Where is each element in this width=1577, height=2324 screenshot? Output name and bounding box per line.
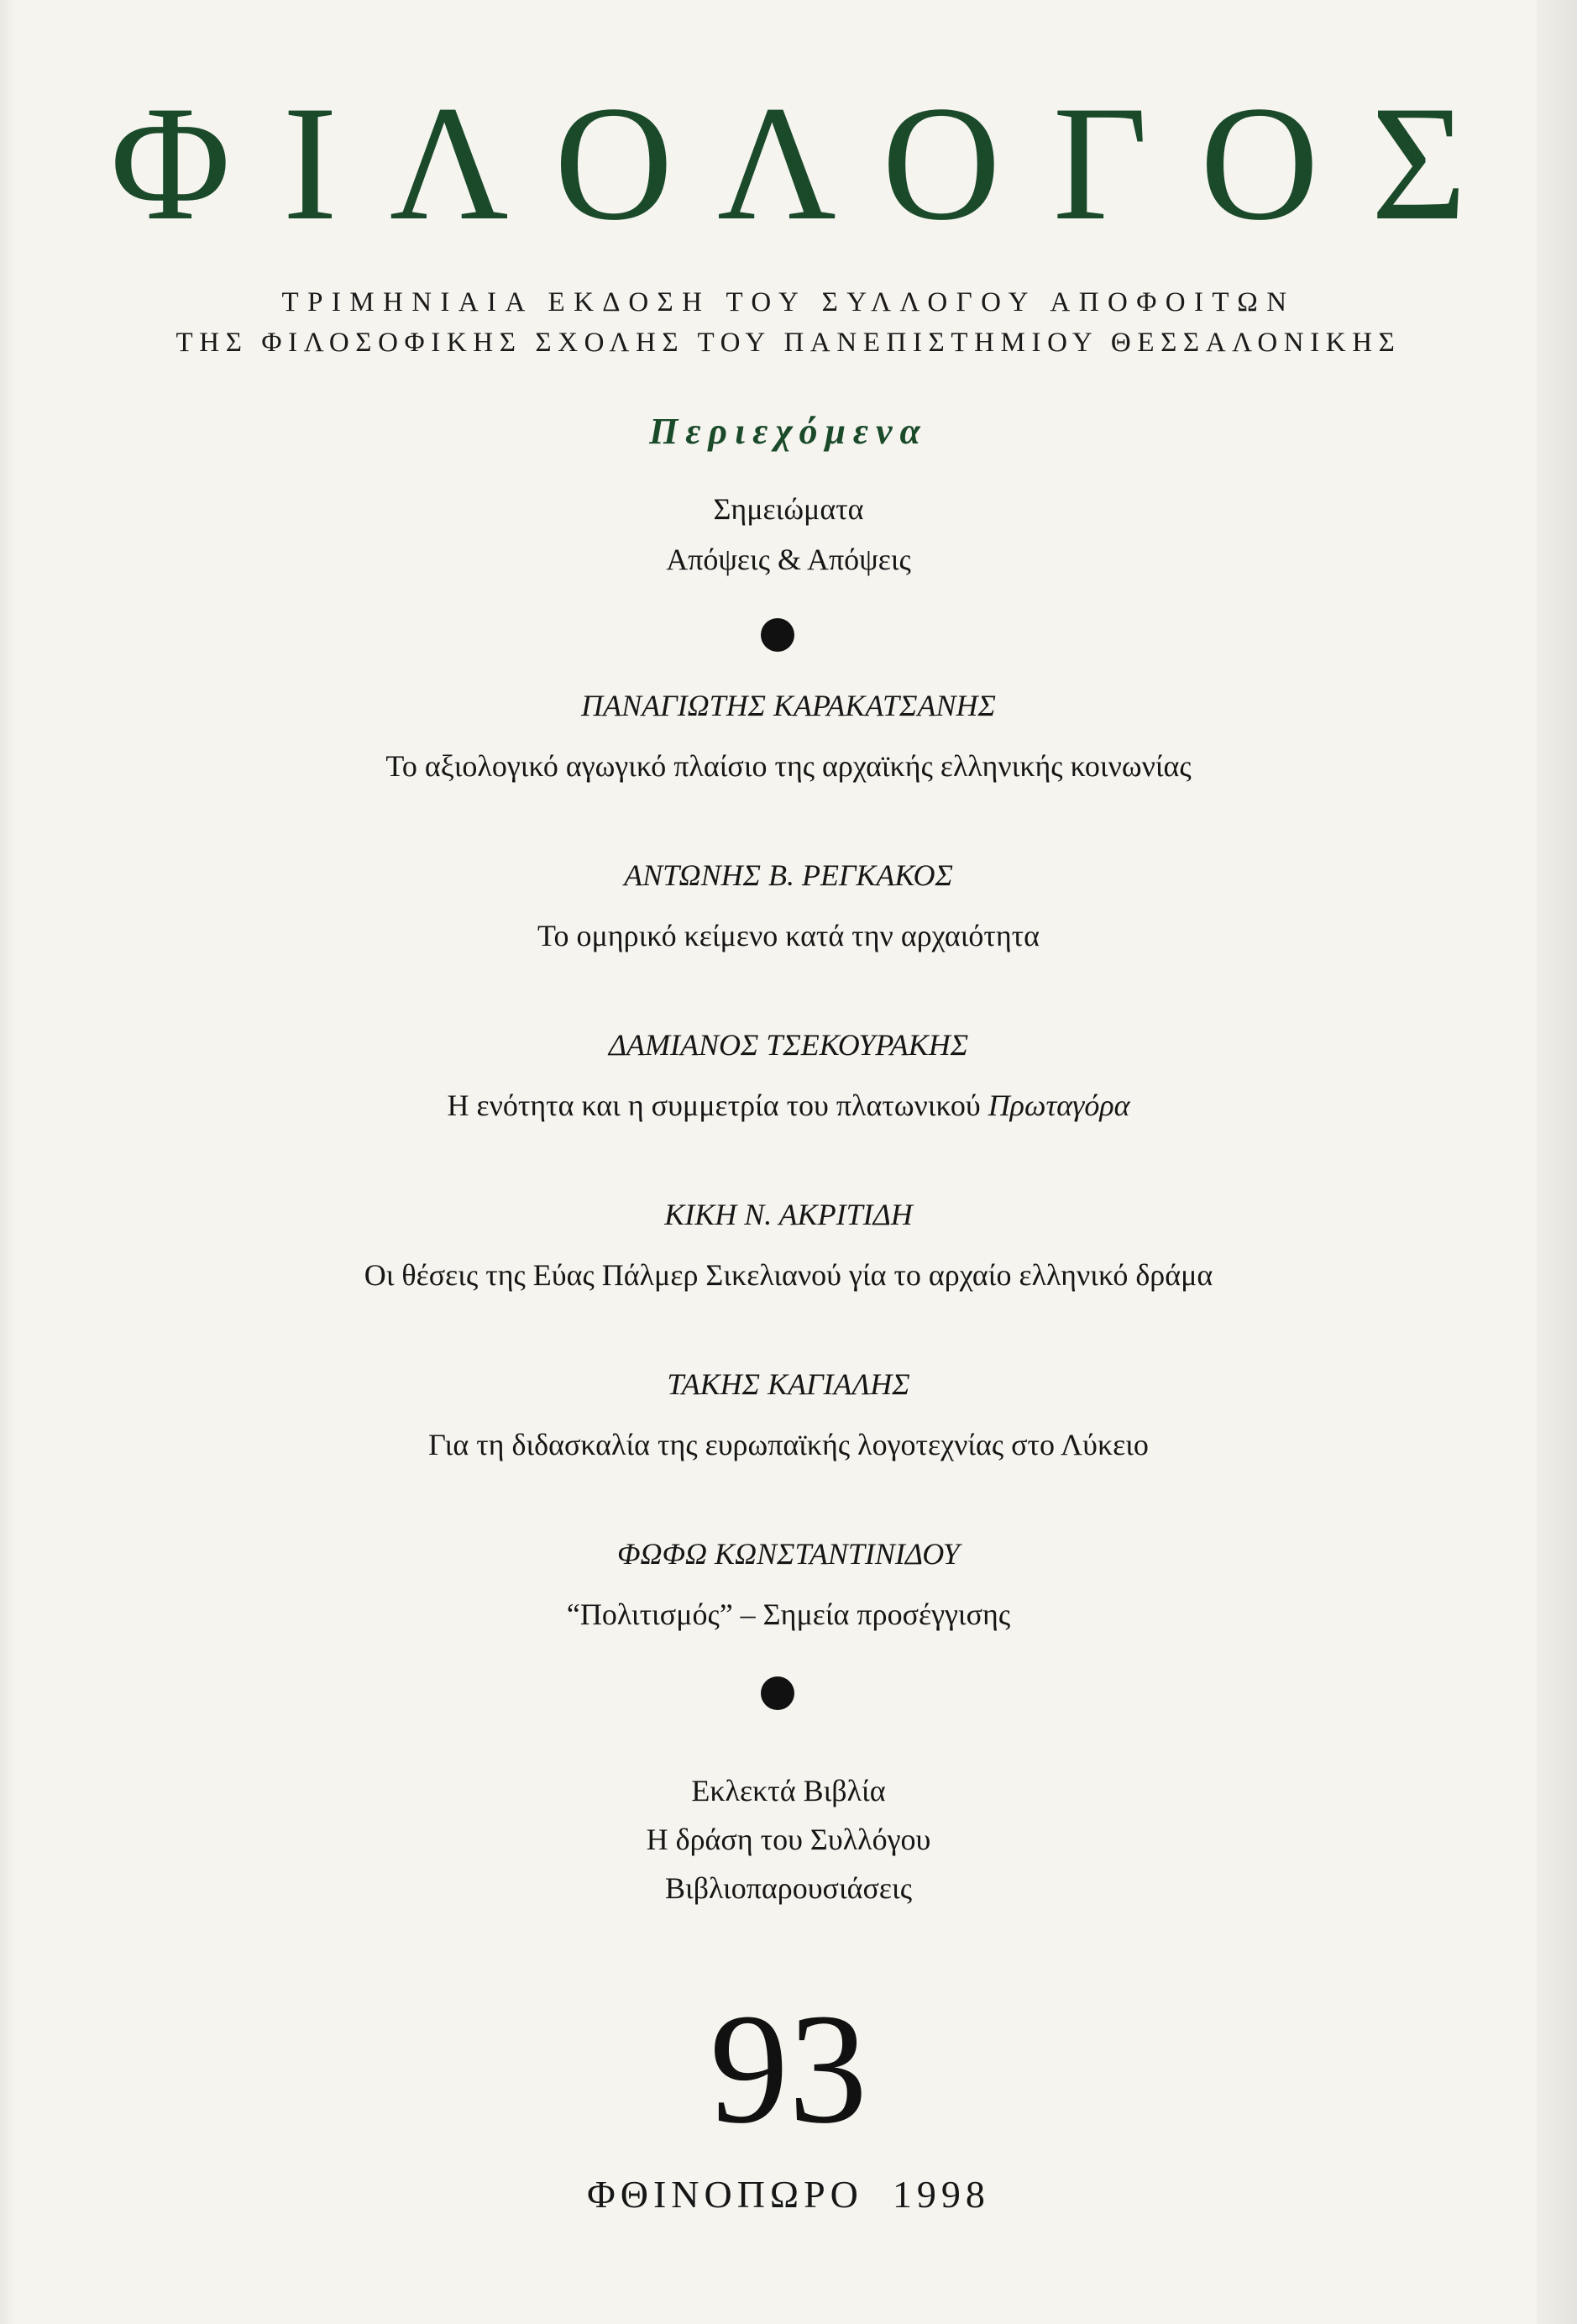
contents-heading: Περιεχόμενα (649, 411, 928, 452)
masthead-title: ΦΙΛΟΛΟΓΟΣ (110, 72, 1519, 254)
masthead-subtitle-line2: ΤΗΣ ΦΙΛΟΣΟΦΙΚΗΣ ΣΧΟΛΗΣ ΤΟΥ ΠΑΝΕΠΙΣΤΗΜΙΟΥ ΘΕΣΣΑΛΟΝΙΚΗΣ (176, 328, 1401, 358)
article-author: ΑΝΤΩΝΗΣ Β. ΡΕΓΚΑΚΟΣ (624, 858, 953, 892)
article-author: ΠΑΝΑΓΙΩΤΗΣ ΚΑΡΑΚΑΤΣΑΝΗΣ (581, 689, 996, 722)
issue-year: 1998 (892, 2173, 990, 2216)
issue-season: ΦΘΙΝΟΠΩΡΟ (587, 2173, 863, 2216)
separator-dot (761, 618, 794, 652)
masthead-subtitle-line1: ΤΡΙΜΗΝΙΑΙΑ ΕΚΔΟΣΗ ΤΟΥ ΣΥΛΛΟΓΟΥ ΑΠΟΦΟΙΤΩΝ (281, 287, 1296, 317)
article-title-text: Το αξιολογικό αγωγικό πλαίσιο της αρχαϊκής ελληνικής κοινωνίας (385, 749, 1192, 783)
article-title (0, 1596, 1577, 1633)
intro-item: Σημειώματα (713, 492, 864, 526)
closing-item: Εκλεκτά Βιβλία (691, 1774, 886, 1807)
article-title (0, 917, 1577, 954)
article-title (0, 1087, 1577, 1124)
article-author: ΦΩΦΩ ΚΩΝΣΤΑΝΤΙΝΙΔΟΥ (617, 1537, 960, 1571)
article-title-text: Η ενότητα και η συμμετρία του πλατωνικού (447, 1089, 988, 1122)
separator-dot (761, 1676, 794, 1710)
article-title (0, 1426, 1577, 1463)
article-title-italic: Πρωταγόρα (988, 1089, 1130, 1122)
article-author: ΔΑΜΙΑΝΟΣ ΤΣΕΚΟΥΡΑΚΗΣ (608, 1028, 969, 1062)
article-title-text: Για τη διδασκαλία της ευρωπαϊκής λογοτεχνίας στο Λύκειο (428, 1428, 1149, 1461)
closing-item: Η δράση του Συλλόγου (646, 1823, 931, 1856)
article-author: ΚΙΚΗ Ν. ΑΚΡΙΤΙΔΗ (664, 1198, 913, 1231)
article-title-text: Το ομηρικό κείμενο κατά την αρχαιότητα (537, 919, 1040, 952)
issue-date (0, 2172, 1577, 2217)
article-title (0, 1256, 1577, 1293)
article-author: ΤΑΚΗΣ ΚΑΓΙΑΛΗΣ (667, 1367, 910, 1401)
article-title-text: Οι θέσεις της Εύας Πάλμερ Σικελιανού γία το αρχαίο ελληνικό δράμα (364, 1258, 1213, 1292)
issue-number: 93 (710, 1980, 867, 2156)
intro-item: Απόψεις & Απόψεις (666, 543, 911, 576)
article-title (0, 748, 1577, 784)
closing-item: Βιβλιοπαρουσιάσεις (665, 1871, 912, 1905)
article-title-text: “Πολιτισμός” – Σημεία προσέγγισης (566, 1597, 1011, 1631)
